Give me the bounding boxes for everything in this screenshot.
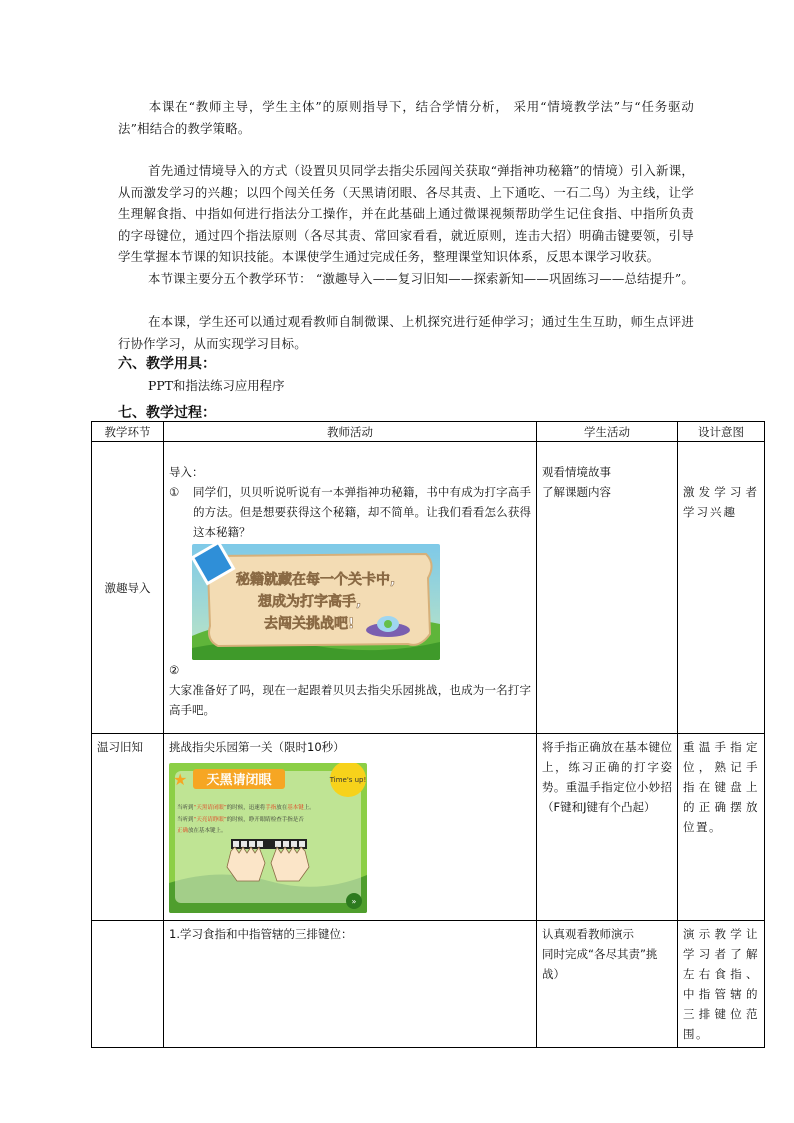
table-row xyxy=(92,734,765,921)
scroll-illustration xyxy=(192,544,440,660)
intro-paragraph-4: 在本课，学生还可以通过观看教师自制微课、上机探究进行延伸学习；通过生生互助，师生点评进行协作学习，从而实现学习目标。 xyxy=(118,314,694,351)
teaching-process-table xyxy=(91,421,765,1048)
next-icon: » xyxy=(351,897,357,906)
teacher-cell xyxy=(164,442,537,734)
teacher-item-2-num: ② xyxy=(169,663,180,677)
section-7-heading: 七、教学过程： xyxy=(118,405,216,421)
stage-cell: 激趣导入 xyxy=(92,442,164,734)
teacher-text: 挑战指尖乐园第一关（限时10秒） xyxy=(169,740,345,754)
intent-cell: 重温手指定位，熟记手指在键盘上的正确摆放位置。 xyxy=(678,734,765,921)
teacher-cell: 1.学习食指和中指管辖的三排键位： xyxy=(164,921,537,1048)
svg-text:去闯关挑战吧!: 去闯关挑战吧! xyxy=(264,616,355,632)
star-icon: ★ xyxy=(173,770,188,789)
intro-paragraph-2: 首先通过情境导入的方式（设置贝贝同学去指尖乐园闯关获取“弹指神功秘籍”的情境）引入新课，从而激发学习的兴趣；以四个闯关任务（天黑请闭眼、各尽其责、上下通吃、一石二鸟）为主线，让学生理解食指、中指如何进行指法分工操作，并在此基础上通过微课视频帮助学生记住食指、中指所负责的字母键位，通过四个指法原则（各尽其责、常回家看看，就近原则，连击大招）明确击键要领，引导学生掌握本节课的知识技能。本课使学生通过完成任务，整理课堂知识体系，反思本课学习收获。 xyxy=(118,163,694,264)
svg-text:当听到“天亮请睁眼”的时候，睁开眼睛检查手指是否: 当听到“天亮请睁眼”的时候，睁开眼睛检查手指是否 xyxy=(177,817,304,823)
header-intent: 设计意图 xyxy=(678,422,765,442)
table-row xyxy=(92,442,765,734)
header-teacher: 教师活动 xyxy=(164,422,537,442)
svg-text:想成为打字高手,: 想成为打字高手, xyxy=(258,594,362,610)
svg-text:当听到“天黑请闭眼”的时候，迅速将手指放在基本键上。: 当听到“天黑请闭眼”的时候，迅速将手指放在基本键上。 xyxy=(177,805,315,811)
section-6-heading: 六、教学用具： xyxy=(118,356,216,372)
intro-paragraph-1: 本课在“教师主导，学生主体”的原则指导下，结合学情分析， 采用“情境教学法”与“任务驱动法”相结合的教学策略。 xyxy=(118,99,694,136)
game-screenshot xyxy=(169,763,531,913)
intent-cell: 激发学习者学习兴趣 xyxy=(678,442,765,734)
intro-paragraph-3: 本节课主要分五个教学环节： “激趣导入——复习旧知——探索新知——巩固练习——总结提升”。 xyxy=(148,271,695,286)
teacher-label: 导入： xyxy=(169,465,204,479)
section-6-content: PPT和指法练习应用程序 xyxy=(148,378,285,393)
header-student: 学生活动 xyxy=(537,422,678,442)
student-cell: 将手指正确放在基本键位上，练习正确的打字姿势。重温手指定位小妙招（F键和J键有个凸起） xyxy=(537,734,678,921)
table-row xyxy=(92,921,765,1048)
teacher-item-1: ① 同学们，贝贝听说听说有一本弹指神功秘籍，书中有成为打字高手的方法。但是想要获得这个秘籍，却不简单。让我们看看怎么获得这本秘籍？ xyxy=(169,485,531,539)
game-illustration xyxy=(169,763,367,913)
teacher-item-2: 大家准备好了吗，现在一起跟着贝贝去指尖乐园挑战，也成为一名打字高手吧。 xyxy=(169,683,531,717)
intent-cell: 演示教学让学习者了解左右食指、中指管辖的三排键位范围。 xyxy=(678,921,765,1048)
svg-text:天黑请闭眼: 天黑请闭眼 xyxy=(206,773,272,788)
svg-text:Time's up!: Time's up! xyxy=(329,776,367,784)
stage-cell xyxy=(92,921,164,1048)
svg-text:正确放在基本键上。: 正确放在基本键上。 xyxy=(177,828,227,834)
student-cell: 观看情境故事 了解课题内容 xyxy=(537,442,678,734)
table-header-row xyxy=(92,422,765,442)
svg-text:秘籍就藏在每一个关卡中,: 秘籍就藏在每一个关卡中, xyxy=(236,572,396,588)
intro-illustration xyxy=(192,544,531,660)
stage-cell: 温习旧知 xyxy=(92,734,164,921)
header-stage: 教学环节 xyxy=(92,422,164,442)
teacher-cell xyxy=(164,734,537,921)
student-cell: 认真观看教师演示 同时完成“各尽其责”挑战） xyxy=(537,921,678,1048)
